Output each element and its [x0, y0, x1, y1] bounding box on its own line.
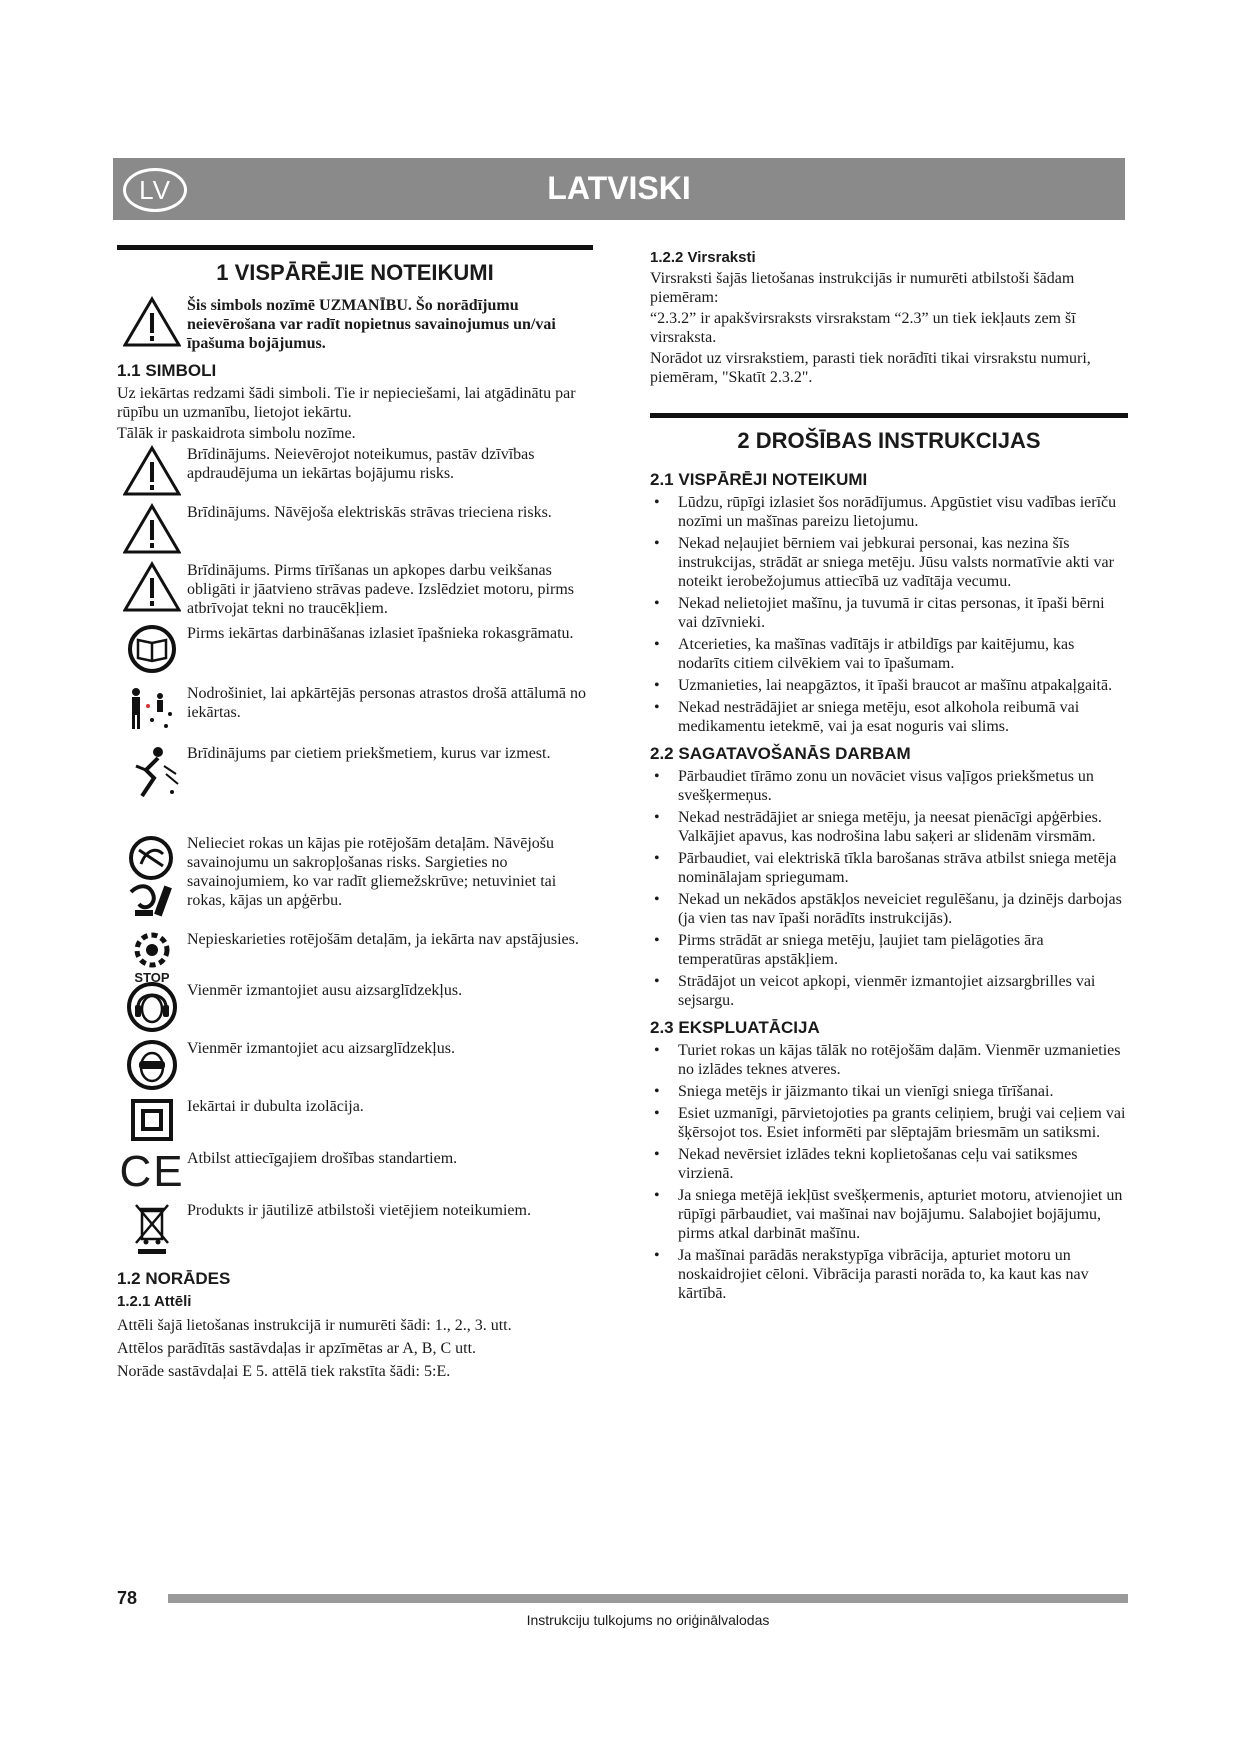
list-item: • Ja mašīnai parādās nerakstурīga vibrācija, apturiet motoru un noskaidrojiet cēloni. Vibrācija parasti norāda to, ka kaut kas nav kārtībā.: [650, 1246, 1128, 1303]
eye-protection-icon: [126, 1039, 178, 1091]
page-number: 78: [117, 1588, 138, 1608]
thrown-objects-icon: [124, 744, 180, 804]
list-item: • Uzmanieties, lai neapgāztos, it īpaši braucot ar mašīnu atpakaļgaitā.: [650, 676, 1128, 695]
section-2-2-title: 2.2 SAGATAVOŠANĀS DARBAM: [650, 744, 911, 763]
paragraph: Norādot uz virsrakstiem, parasti tiek norādīti tikai virsrakstu numuri, piemēram, "Skatīt 2.3.2".: [650, 350, 1091, 386]
list-item: • Pārbaudiet tīrāmo zonu un novāciet visus vaļīgos priekšmetus un svešķermeņus.: [650, 767, 1128, 805]
symbol-row: [117, 834, 593, 924]
list-item: • Nekad neļaujiet bērniem vai jebkurai personai, kas nezina šīs instrukcijas, strādāt ar sniega metēju. Jūsu valsts normatīvie akti var noteikt ierobežojumus attiecībā uz vadītāja vecumu.: [650, 534, 1128, 591]
list-item: • Nekad nestrādājiet ar sniega metēju, esot alkohola reibumā vai medikamentu ietekmē, vai ja esat noguris vai slims.: [650, 698, 1128, 736]
left-column: [117, 245, 593, 1383]
general-rules-list: [650, 493, 1128, 736]
list-item: • Nekad un nekādos apstākļos neveiciet regulēšanu, ja dzinējs darbojas (ja vien tas nav īpaši norādīts instrukcijās).: [650, 890, 1128, 928]
list-item: • Lūdzu, rūpīgi izlasiet šos norādījumus. Apgūstiet visu vadības ierīču nozīmi un mašīnas pareizu lietojumu.: [650, 493, 1128, 531]
symbol-description: Nepieskarieties rotējošām detaļām, ja iekārta nav apstājusies.: [187, 931, 579, 948]
section-1-1-title: 1.1 SIMBOLI: [117, 361, 217, 380]
symbol-description: Vienmēr izmantojiet ausu aizsarglīdzekļus.: [187, 982, 463, 999]
symbol-description: Iekārtai ir dubulta izolācija.: [187, 1098, 364, 1115]
list-item: • Pirms strādāt ar sniega metēju, ļaujiet tam pielāgoties āra temperatūras apstākļiem.: [650, 931, 1128, 969]
symbol-row: [117, 930, 593, 985]
stop-icon: [132, 930, 172, 970]
ear-protection-icon: [126, 981, 178, 1033]
symbol-description: Nodrošiniet, lai apkārtējās personas atrastos drošā attālumā no iekārtas.: [187, 685, 586, 721]
symbol-row: [117, 445, 593, 497]
symbol-row: [117, 1039, 593, 1091]
symbol-row: [117, 744, 593, 824]
symbol-description: Pirms iekārtas darbināšanas izlasiet īpašnieka rokasgrāmatu.: [187, 625, 574, 642]
symbol-row: [117, 684, 593, 734]
list-item: • Pārbaudiet, vai elektriskā tīkla barošanas strāva atbilst sniega metēja nominālajam spriegumam.: [650, 849, 1128, 887]
list-item: • Atcerieties, ka mašīnas vadītājs ir atbildīgs par kaitējumu, kas nodarīts citiem cilvēkiem vai to īpašumam.: [650, 635, 1128, 673]
warning-triangle-icon: [123, 445, 181, 497]
symbol-description: Nelieciet rokas un kājas pie rotējošām detaļām. Nāvējošu savainojumu un sakropļošanas risks. Sargieties no savainojumiem, ko var radīt gliemežskrūve; netuviniet tai rokas, kājas un apģērbu.: [187, 835, 557, 909]
symbol-row: [117, 1097, 593, 1143]
symbol-description: Vienmēr izmantojiet acu aizsarglīdzekļus.: [187, 1040, 455, 1057]
list-item: • Nekad nevērsiet izlādes tekni koplietošanas ceļu vai satiksmes virzienā.: [650, 1145, 1128, 1183]
list-item: • Turiet rokas un kājas tālāk no rotējošām daļām. Vienmēr uzmanieties no izlādes teknes atveres.: [650, 1041, 1128, 1079]
symbol-description: Brīdinājums. Nāvējoša elektriskās strāvas trieciena risks.: [187, 504, 552, 521]
symbol-row: [117, 1149, 593, 1195]
auger-hazard-icon: [125, 882, 179, 924]
symbol-description: Brīdinājums. Neievērojot noteikumus, pastāv dzīvības apdraudējuma un iekārtas bojājumu risks.: [187, 446, 535, 482]
double-insulation-icon: [129, 1097, 175, 1143]
symbols-intro-2: Tālāk ir paskaidrota simbolu nozīme.: [117, 425, 356, 442]
language-badge: LV: [123, 168, 187, 212]
symbol-description: Brīdinājums. Pirms tīrīšanas un apkopes darbu veikšanas obligāti ir jāatvieno strāvas padeve. Izslēdziet motoru, pirms atbrīvojat tekni no traucēkļiem.: [187, 562, 574, 617]
list-item: • Ja sniega metējā iekļūst svešķermenis, apturiet motoru, atvienojiet un rūpīgi pārbaudiet, vai mašīnai nav bojājumu. Salabojiet bojājumu, pirms atkal darbināt mašīnu.: [650, 1186, 1128, 1243]
paragraph: Attēlos parādītās sastāvdaļas ir apzīmētas ar A, B, C utt.: [117, 1340, 477, 1357]
symbol-description: Brīdinājums par cietiem priekšmetiem, kurus var izmest.: [187, 745, 551, 762]
caution-notice: [117, 296, 593, 353]
paragraph: “2.3.2” ir apakšvirsraksts virsrakstam “2.3” un tiek iekļauts zem šī virsraksta.: [650, 310, 1076, 346]
list-item: • Nekad nelietojiet mašīnu, ja tuvumā ir citas personas, it īpaši bērni vai dzīvnieki.: [650, 594, 1128, 632]
rotating-parts-icon: [125, 834, 179, 882]
banner-title: LATVISKI: [547, 170, 691, 206]
list-item: • Sniega metējs ir jāizmanto tikai un vienīgi sniega tīrīšanai.: [650, 1082, 1128, 1101]
paragraph: Norāde sastāvdaļai E 5. attēlā tiek rakstīta šādi: 5:E.: [117, 1363, 451, 1380]
warning-triangle-icon: [123, 561, 181, 613]
language-banner: [113, 158, 1125, 220]
symbols-intro: Uz iekārtas redzami šādi simboli. Tie ir nepieciešami, lai atgādinātu par rūpību un uzmanību, lietojot iekārtu.: [117, 385, 576, 421]
stop-label: STOP: [134, 970, 170, 985]
list-item: • Nekad nestrādājiet ar sniega metēju, ja neesat pienācīgi apģērbies. Valkājiet apavus, kas nodrošina labu saķeri ar slidenām virsmām.: [650, 808, 1128, 846]
symbol-row: [117, 561, 593, 618]
weee-bin-icon: [132, 1201, 172, 1257]
section-2-1-title: 2.1 VISPĀRĒJI NOTEIKUMI: [650, 470, 868, 489]
right-column: [650, 245, 1128, 1309]
read-manual-icon: [127, 624, 177, 674]
warning-triangle-icon: [123, 296, 181, 348]
section-1-2-title: 1.2 NORĀDES: [117, 1269, 231, 1288]
section-2-3-title: 2.3 EKSPLUATĀCIJA: [650, 1018, 820, 1037]
section-1-2-2-title: 1.2.2 Virsraksti: [650, 249, 756, 266]
symbol-row: [117, 1201, 593, 1257]
list-item: • Esiet uzmanīgi, pārvietojoties pa grants celiņiem, bruģi vai ceļiem vai šķērsojot tos. Esiet informēti par slēptajām briesmām un satiksmi.: [650, 1104, 1128, 1142]
symbol-row: [117, 624, 593, 674]
paragraph: Virsraksti šajās lietošanas instrukcijās ir numurēti atbilstoši šādam piemēram:: [650, 270, 1075, 306]
footer-note: Instrukciju tulkojums no oriģinālvalodas: [526, 1612, 770, 1628]
symbol-row: [117, 981, 593, 1033]
symbol-row: [117, 503, 593, 555]
list-item: • Strādājot un veicot apkopi, vienmēr izmantojiet aizsargbrilles vai sejsargu.: [650, 972, 1128, 1010]
operation-list: [650, 1041, 1128, 1303]
footer-divider: [168, 1594, 1128, 1603]
paragraph: Attēli šajā lietošanas instrukcijā ir numurēti šādi: 1., 2., 3. utt.: [117, 1317, 512, 1334]
section-2-title: 2 DROŠĪBAS INSTRUKCIJAS: [650, 413, 1128, 454]
section-1-title: 1 VISPĀRĒJIE NOTEIKUMI: [117, 245, 593, 286]
section-1-2-1-title: 1.2.1 Attēli: [117, 1293, 192, 1310]
ce-mark-icon: CE: [119, 1147, 185, 1196]
preparation-list: [650, 767, 1128, 1010]
caution-text: Šis simbols nozīmē UZMANĪBU. Šo norādījumu neievērošana var radīt nopietnus savainojumus un/vai īpašuma bojājumus.: [187, 297, 556, 352]
keep-distance-icon: [124, 684, 180, 734]
symbol-description: Produkts ir jāutilizē atbilstoši vietējiem noteikumiem.: [187, 1202, 531, 1219]
symbol-description: Atbilst attiecīgajiem drošības standartiem.: [187, 1150, 458, 1167]
warning-triangle-icon: [123, 503, 181, 555]
